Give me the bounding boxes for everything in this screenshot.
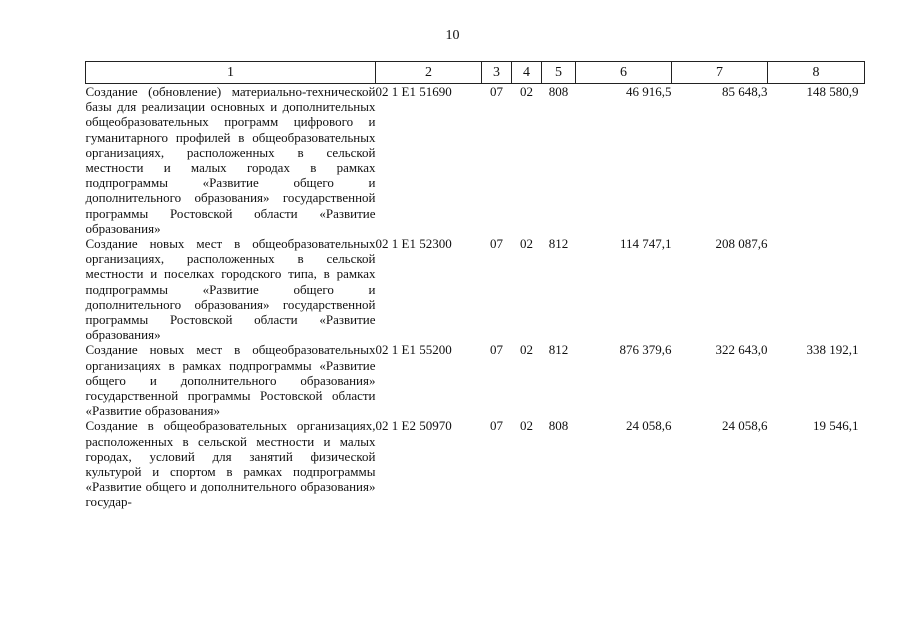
row-col-8 bbox=[768, 236, 865, 342]
row-col-6: 24 058,6 bbox=[626, 418, 672, 434]
row-col-4: 02 bbox=[520, 236, 533, 252]
row-code: 02 1 E1 55200 bbox=[375, 342, 452, 358]
table-row bbox=[86, 236, 865, 342]
row-col-4: 02 bbox=[520, 342, 533, 358]
table-row bbox=[86, 342, 865, 418]
row-col-8: 338 192,1 bbox=[806, 342, 859, 358]
header-col-2: 2 bbox=[376, 62, 482, 84]
row-description: Создание (обновление) материально-технической базы для реализации основных и дополнительных общеобразовательных программ цифрового и гуманитарного профилей в общеобразовательных организациях, расположенных в сельской местности и малых городах в рамках подпрограммы «Развитие общего и дополнительного образования» государственной программы Ростовской области «Развитие образования» bbox=[85, 84, 376, 236]
header-col-8: 8 bbox=[768, 62, 865, 84]
budget-table bbox=[85, 61, 865, 510]
row-description: Создание в общеобразовательных организациях, расположенных в сельской местности и малых городах, условий для занятий физической культурой и спортом в рамках подпрограммы «Развитие общего и дополнительного образования» государ- bbox=[85, 418, 376, 510]
row-col-3: 07 bbox=[490, 84, 503, 99]
row-col-6: 114 747,1 bbox=[619, 236, 672, 252]
row-description: Создание новых мест в общеобразовательных организациях, расположенных в сельской местности и поселках городского типа, в рамках подпрограммы «Развитие общего и дополнительного образования» государственной программы Ростовской области «Развитие образования» bbox=[85, 236, 376, 343]
row-col-4: 02 bbox=[520, 84, 533, 99]
header-col-1: 1 bbox=[86, 62, 376, 84]
page-number: 10 bbox=[445, 28, 460, 43]
row-col-5: 808 bbox=[548, 84, 569, 99]
row-col-7: 24 058,6 bbox=[722, 418, 768, 434]
row-code: 02 1 E2 50970 bbox=[375, 418, 452, 434]
row-col-3: 07 bbox=[490, 418, 503, 434]
row-col-7: 85 648,3 bbox=[722, 84, 768, 99]
table-row bbox=[86, 84, 865, 237]
row-col-7: 322 643,0 bbox=[715, 342, 768, 358]
header-col-6: 6 bbox=[576, 62, 672, 84]
row-col-6: 876 379,6 bbox=[619, 342, 672, 358]
row-col-5: 812 bbox=[548, 236, 569, 252]
row-col-5: 808 bbox=[548, 418, 569, 434]
row-col-3: 07 bbox=[490, 342, 503, 358]
row-code: 02 1 E1 51690 bbox=[375, 84, 452, 99]
row-col-8: 148 580,9 bbox=[806, 84, 859, 99]
row-col-7: 208 087,6 bbox=[715, 236, 768, 252]
header-col-4: 4 bbox=[512, 62, 542, 84]
row-col-3: 07 bbox=[490, 236, 503, 252]
header-row bbox=[86, 62, 865, 84]
header-col-7: 7 bbox=[672, 62, 768, 84]
row-col-8: 19 546,1 bbox=[813, 418, 859, 434]
table-row bbox=[86, 418, 865, 509]
header-col-3: 3 bbox=[482, 62, 512, 84]
row-code: 02 1 E1 52300 bbox=[375, 236, 452, 252]
row-col-6: 46 916,5 bbox=[626, 84, 672, 99]
row-col-4: 02 bbox=[520, 418, 533, 434]
row-col-5: 812 bbox=[548, 342, 569, 358]
row-description: Создание новых мест в общеобразовательных организациях в рамках подпрограммы «Развитие общего и дополнительного образования» государственной программы Ростовской области «Развитие образования» bbox=[85, 342, 376, 419]
header-col-5: 5 bbox=[542, 62, 576, 84]
